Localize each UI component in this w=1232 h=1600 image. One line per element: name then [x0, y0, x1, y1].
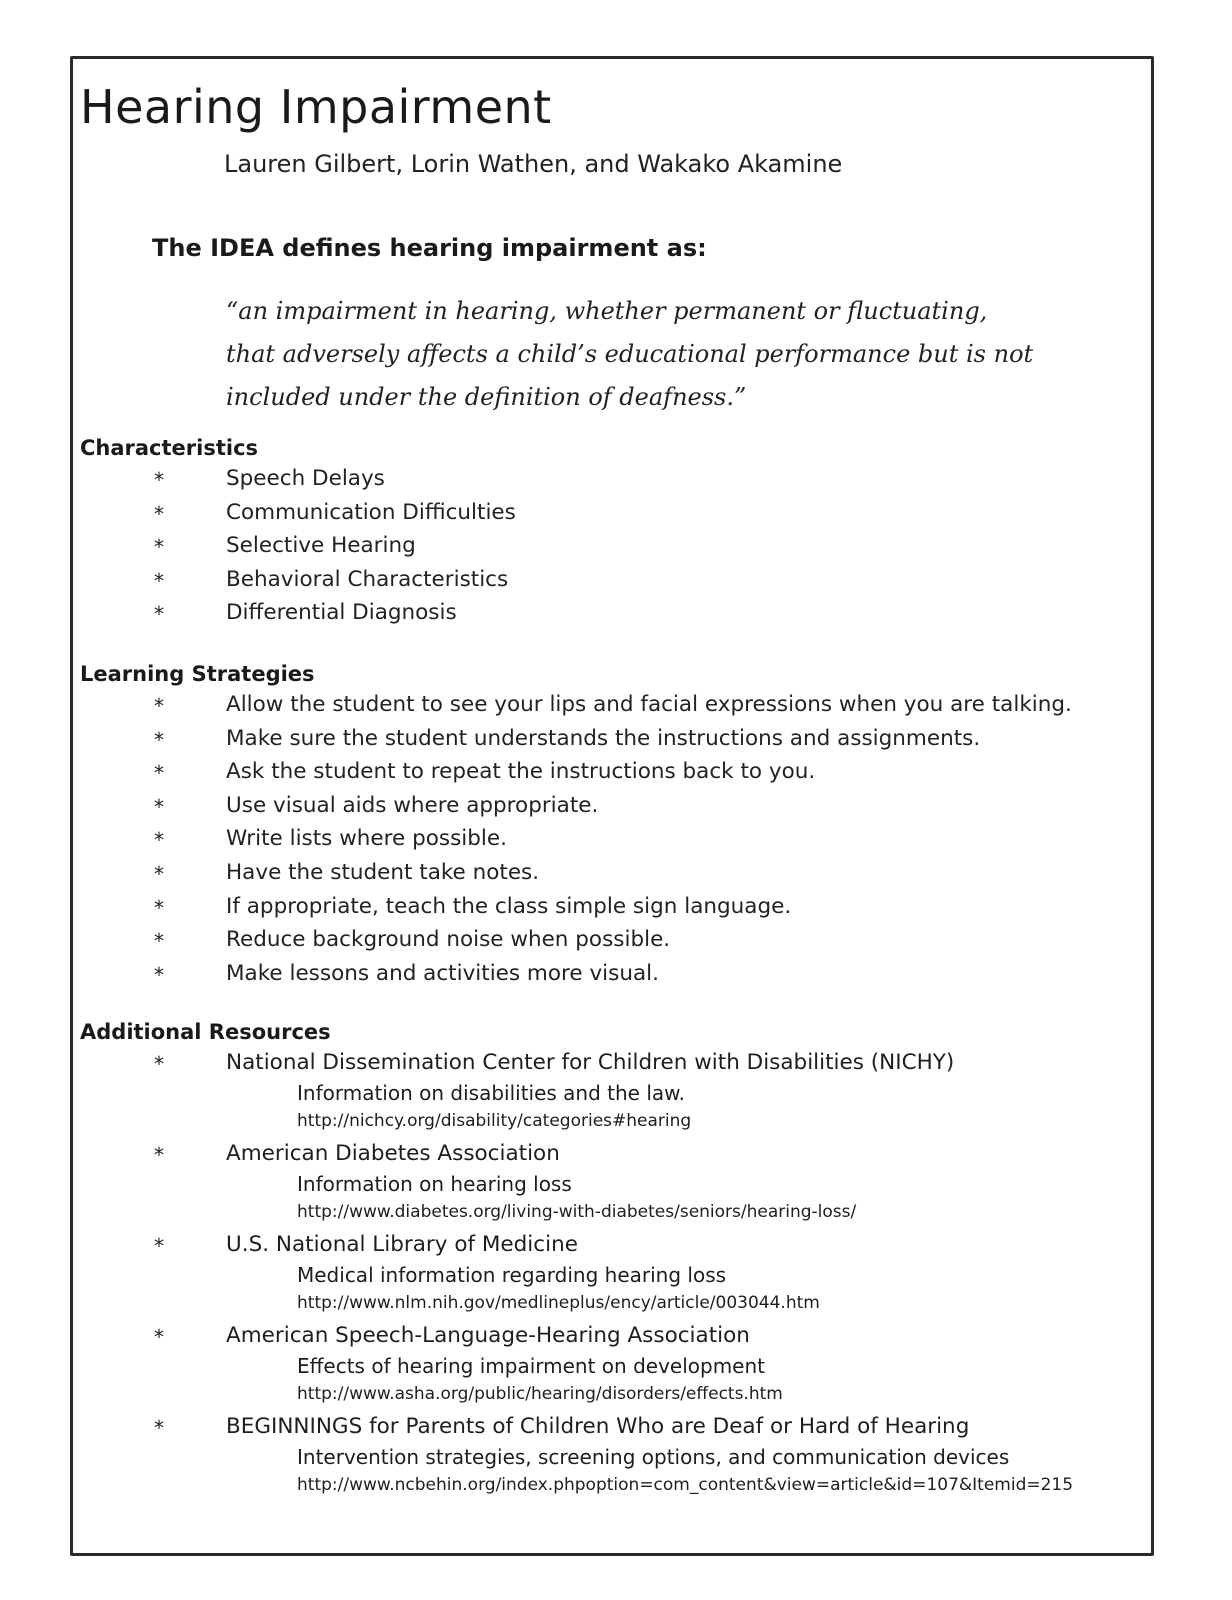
bullet-asterisk: * — [154, 929, 164, 954]
bullet-asterisk: * — [154, 1143, 164, 1167]
bullet-asterisk: * — [154, 895, 164, 920]
resource-url[interactable]: http://www.ncbehin.org/index.phpoption=com_content&view=article&id=107&Itemid=215 — [297, 1475, 1074, 1495]
resource-url[interactable]: http://www.diabetes.org/living-with-diabetes/seniors/hearing-loss/ — [297, 1202, 857, 1222]
list-item: * Have the student take notes. — [154, 859, 540, 886]
list-item: * Make sure the student understands the instructions and assignments. — [154, 725, 981, 752]
bullet-asterisk: * — [154, 1234, 164, 1258]
list-item: * Communication Difficulties — [154, 499, 516, 526]
bullet-asterisk: * — [154, 794, 164, 819]
bullet-asterisk: * — [154, 568, 164, 593]
resource-description: Information on hearing loss — [297, 1172, 572, 1196]
bullet-asterisk: * — [154, 761, 164, 786]
list-item: * Reduce background noise when possible. — [154, 927, 671, 954]
learning-strategies-heading: Learning Strategies — [80, 662, 315, 686]
resource-name: U.S. National Library of Medicine — [226, 1232, 578, 1257]
resource-description: Effects of hearing impairment on development — [297, 1354, 765, 1378]
quote-line: included under the definition of deafness.” — [226, 383, 747, 411]
resource-name: BEGINNINGS for Parents of Children Who are Deaf or Hard of Hearing — [226, 1414, 970, 1439]
bullet-asterisk: * — [154, 1325, 164, 1349]
resource-name: National Dissemination Center for Children with Disabilities (NICHY) — [226, 1050, 955, 1075]
bullet-asterisk: * — [154, 962, 164, 987]
quote-line: that adversely affects a child’s educational performance but is not — [226, 340, 1034, 368]
list-item: * Use visual aids where appropriate. — [154, 792, 599, 819]
resource-item — [0, 1050, 1232, 1141]
learning-strategies-list — [0, 692, 1232, 994]
list-item: * Make lessons and activities more visual. — [154, 960, 659, 987]
resource-item — [0, 1141, 1232, 1232]
document-title: Hearing Impairment — [80, 80, 552, 134]
bullet-asterisk: * — [154, 1416, 164, 1440]
list-item: * Ask the student to repeat the instructions back to you. — [154, 759, 816, 786]
list-item: * Behavioral Characteristics — [154, 566, 509, 593]
list-item: * If appropriate, teach the class simple sign language. — [154, 893, 792, 920]
resource-description: Information on disabilities and the law. — [297, 1081, 686, 1105]
bullet-asterisk: * — [154, 828, 164, 853]
resource-item — [0, 1414, 1232, 1505]
list-item: * Selective Hearing — [154, 533, 416, 560]
additional-resources-heading: Additional Resources — [80, 1020, 331, 1044]
bullet-asterisk: * — [154, 468, 164, 492]
resource-description: Medical information regarding hearing loss — [297, 1263, 727, 1287]
definition-quote — [226, 290, 1126, 419]
bullet-asterisk: * — [154, 1052, 164, 1076]
bullet-asterisk: * — [154, 694, 164, 718]
resource-url[interactable]: http://www.nlm.nih.gov/medlineplus/ency/article/003044.htm — [297, 1293, 820, 1313]
bullet-asterisk: * — [154, 535, 164, 560]
resource-name: American Diabetes Association — [226, 1141, 560, 1166]
characteristics-heading: Characteristics — [80, 436, 259, 460]
authors-line: Lauren Gilbert, Lorin Wathen, and Wakako Akamine — [224, 150, 843, 178]
bullet-asterisk: * — [154, 602, 164, 627]
bullet-asterisk: * — [154, 727, 164, 752]
definition-heading: The IDEA defines hearing impairment as: — [152, 234, 707, 262]
quote-line: “an impairment in hearing, whether permanent or fluctuating, — [226, 297, 988, 325]
resource-url[interactable]: http://nichcy.org/disability/categories#hearing — [297, 1111, 692, 1131]
additional-resources-list — [0, 1050, 1232, 1505]
list-item: * Speech Delays — [154, 466, 385, 492]
bullet-asterisk: * — [154, 501, 164, 526]
bullet-asterisk: * — [154, 861, 164, 886]
resource-item — [0, 1323, 1232, 1414]
list-item: * Differential Diagnosis — [154, 600, 457, 627]
list-item: * Write lists where possible. — [154, 826, 507, 853]
characteristics-list — [0, 466, 1232, 634]
list-item: * Allow the student to see your lips and facial expressions when you are talking. — [154, 692, 1072, 718]
resource-url[interactable]: http://www.asha.org/public/hearing/disorders/effects.htm — [297, 1384, 783, 1404]
resource-description: Intervention strategies, screening options, and communication devices — [297, 1445, 1010, 1469]
resource-name: American Speech-Language-Hearing Association — [226, 1323, 750, 1348]
resource-item — [0, 1232, 1232, 1323]
